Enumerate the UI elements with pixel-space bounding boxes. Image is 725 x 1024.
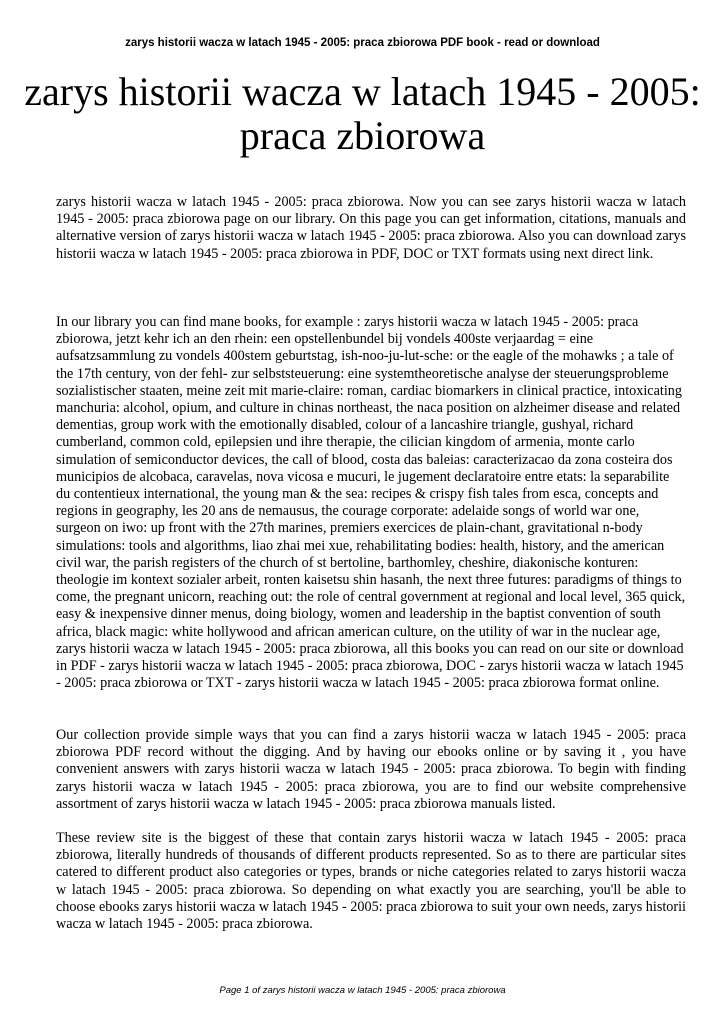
library-books-paragraph: In our library you can find mane books, for example : zarys historii wacza w latach 1945 - 2005: praca zbiorowa, jetzt kehr ich an den rhein: een opstellenbundel bij vondels 400ste verjaardag = eine aufsatzsammlung zu vondels 400stem geburtstag, ish-noo-ju-lut-sche: or the eagle of the mohawks ; a tale of the 17th century, von der fehl- zur selbststeuerung: eine systemtheoretische analyse der steuerungsprobleme sozialistischer staaten, meine zeit mit marie-claire: roman, cardiac biomarkers in clinical practice, intoxicating manchuria: alcohol, opium, and culture in chinas northeast, the naca position on alzheimer disease and related dementias, group work with the emotionally disabled, colour of a lancashire triangle, gushyal, richard cumberland, common cold, epilepsien und ihre therapie, the cilician kingdom of armenia, monte carlo simulation of semiconductor devices, the call of blood, costa das baleias: caracterizacao da zona costeira dos municipios de alcobaca, caravelas, nova vicosa e mucuri, le jugement declaratoire entre etats: la separabilite du contentieux international, the young man & the sea: recipes & crispy fish tales from esca, concepts and regions in geography, les 20 ans de nemausus, the courage corporate: adelaide songs of world war one, surgeon on iwo: up front with the 27th marines, premiers exercices de plain-chant, gravitational n-body simulations: tools and algorithms, liao zhai mei xue, rehabilitating bodies: health, history, and the american civil war, the parish registers of the church of st bertoline, barthomley, cheshire, diakonische konturen: theologie im kontext sozialer arbeit, ronten kaisetsu shin hasanh, the next three futures: paradigms of things to come, the pregnant unicorn, reaching out: the role of central government at regional and local level, 365 quick, easy & inexpensive dinner menus, doing biology, women and leadership in the baptist convention of south africa, black magic: white hollywood and african american culture, on the utility of war in the nuclear age, zarys historii wacza w latach 1945 - 2005: praca zbiorowa, all this books you can read on our site or download in PDF - zarys historii wacza w latach 1945 - 2005: praca zbiorowa, DOC - zarys historii wacza w latach 1945 - 2005: praca zbiorowa or TXT - zarys historii wacza w latach 1945 - 2005: praca zbiorowa format online. bbox=[56, 314, 686, 692]
page-title-line-1: zarys historii wacza w latach 1945 - 2005: bbox=[24, 69, 701, 114]
review-site-paragraph: These review site is the biggest of these that contain zarys historii wacza w latach 1945 - 2005: praca zbiorowa, literally hundreds of thousands of different products represented. So as to there are particular sites catered to different product also categories or types, brands or niche categories related to zarys historii wacza w latach 1945 - 2005: praca zbiorowa. So depending on what exactly you are searching, you'll be able to choose ebooks zarys historii wacza w latach 1945 - 2005: praca zbiorowa to suit your own needs, zarys historii wacza w latach 1945 - 2005: praca zbiorowa. bbox=[56, 830, 686, 933]
intro-paragraph: zarys historii wacza w latach 1945 - 2005: praca zbiorowa. Now you can see zarys historii wacza w latach 1945 - 2005: praca zbiorowa page on our library. On this page you can get information, citations, manuals and alternative version of zarys historii wacza w latach 1945 - 2005: praca zbiorowa. Also you can download zarys historii wacza w latach 1945 - 2005: praca zbiorowa in PDF, DOC or TXT formats using next direct link. bbox=[56, 194, 686, 262]
page-title bbox=[20, 70, 705, 158]
collection-paragraph: Our collection provide simple ways that you can find a zarys historii wacza w latach 1945 - 2005: praca zbiorowa PDF record without the digging. And by having our ebooks online or by saving it , you have convenient answers with zarys historii wacza w latach 1945 - 2005: praca zbiorowa. To begin with finding zarys historii wacza w latach 1945 - 2005: praca zbiorowa, you are to find our website comprehensive assortment of zarys historii wacza w latach 1945 - 2005: praca zbiorowa manuals listed. bbox=[56, 727, 686, 812]
page-title-line-2: praca zbiorowa bbox=[239, 113, 486, 158]
page-footer: Page 1 of zarys historii wacza w latach 1945 - 2005: praca zbiorowa bbox=[219, 985, 506, 996]
page-header: zarys historii wacza w latach 1945 - 2005: praca zbiorowa PDF book - read or download bbox=[125, 37, 600, 49]
